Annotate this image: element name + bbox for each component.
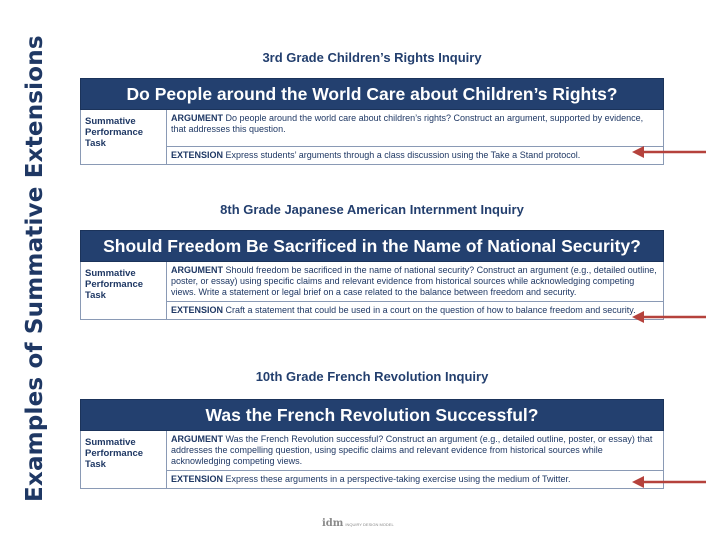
argument-text: Do people around the world care about children’s rights? Construct an argument, supported by evidence, that addresses this question. xyxy=(171,113,644,134)
arrow-left-icon xyxy=(632,476,708,488)
argument-row xyxy=(167,431,663,470)
extension-label: EXTENSION xyxy=(171,474,224,484)
extension-text: Craft a statement that could be used in a court on the question of how to balance freedom and security. xyxy=(225,305,636,315)
extension-row xyxy=(167,301,663,319)
inquiry-block-3rd-grade xyxy=(80,47,664,165)
compelling-question-bar: Was the French Revolution Successful? xyxy=(80,399,664,431)
argument-row xyxy=(167,110,663,146)
task-table xyxy=(80,431,664,489)
idm-logo xyxy=(322,518,394,529)
arrow-left-icon xyxy=(632,146,708,158)
arrow-left-icon xyxy=(632,311,708,323)
task-label: Summative Performance Task xyxy=(81,262,167,319)
argument-text: Should freedom be sacrificed in the name of national security? Construct an argument (e.g., detailed outline, poster, or essay) using specific claims and relevant evidence from historical sources while acknowledging competing views. Write a statement or legal brief on a case related to the balance between freedom and security. xyxy=(171,265,657,297)
side-title: Examples of Summative Extensions xyxy=(22,35,48,502)
argument-row xyxy=(167,262,663,301)
argument-label: ARGUMENT xyxy=(171,434,223,444)
inquiry-block-10th-grade xyxy=(80,366,664,489)
logo-subtext: INQUIRY DESIGN MODEL xyxy=(345,522,394,527)
extension-row xyxy=(167,146,663,164)
extension-text: Express these arguments in a perspective-taking exercise using the medium of Twitter. xyxy=(225,474,571,484)
extension-row xyxy=(167,470,663,488)
argument-text: Was the French Revolution successful? Construct an argument (e.g., detailed outline, poster, or essay) that addresses the compelling question, using specific claims and relevant evidence from historical sources while acknowledging competing views. xyxy=(171,434,653,466)
task-label: Summative Performance Task xyxy=(81,431,167,488)
inquiry-heading: 3rd Grade Children’s Rights Inquiry xyxy=(262,50,482,65)
task-table xyxy=(80,262,664,320)
extension-label: EXTENSION xyxy=(171,305,224,315)
inquiry-heading: 10th Grade French Revolution Inquiry xyxy=(255,369,489,384)
logo-text: idm xyxy=(322,518,344,529)
task-table xyxy=(80,110,664,165)
compelling-question-bar: Should Freedom Be Sacrificed in the Name of National Security? xyxy=(80,230,664,262)
task-label: Summative Performance Task xyxy=(81,110,167,164)
extension-text: Express students’ arguments through a class discussion using the Take a Stand protocol. xyxy=(225,150,581,160)
argument-label: ARGUMENT xyxy=(171,113,223,123)
inquiry-block-8th-grade xyxy=(80,199,664,320)
extension-label: EXTENSION xyxy=(171,150,224,160)
argument-label: ARGUMENT xyxy=(171,265,223,275)
compelling-question-bar: Do People around the World Care about Children’s Rights? xyxy=(80,78,664,110)
inquiry-heading: 8th Grade Japanese American Internment Inquiry xyxy=(220,202,524,217)
